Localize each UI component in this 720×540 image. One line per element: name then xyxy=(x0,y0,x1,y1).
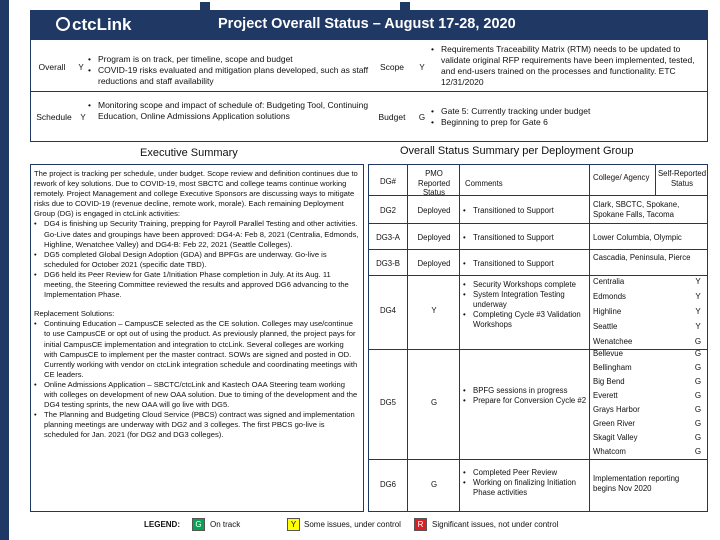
college-name: Implementation reporting begins Nov 2020 xyxy=(593,474,680,493)
list-item: • Prepare for Conversion Cycle #2 xyxy=(463,396,587,406)
budget-bullets xyxy=(431,106,701,128)
self-status: Y xyxy=(695,277,701,286)
list-item: • Completed Peer Review xyxy=(463,468,587,478)
dg-id: DG4 xyxy=(379,306,397,315)
legend-title: LEGEND: xyxy=(144,520,180,529)
list-item: • Gate 5: Currently tracking under budget xyxy=(431,106,701,117)
exec-summary-title: Executive Summary xyxy=(140,147,238,159)
list-item: • DG6 held its Peer Review for Gate 1/Initiation Phase completion in July. At its Aug. 11 meeting, the Steering Committee reviewed the results and approved DG6 advancing to the Implementation Phase. xyxy=(34,270,359,300)
budget-rating: G xyxy=(418,113,426,122)
header-bar xyxy=(30,10,708,40)
scope-bullets xyxy=(431,44,701,88)
legend-yellow-swatch: Y xyxy=(287,518,300,531)
exec-summary-box xyxy=(30,164,364,512)
header-tab xyxy=(400,2,410,10)
legend-red-text: Significant issues, not under control xyxy=(432,520,559,529)
table-row-dg6 xyxy=(369,459,707,511)
schedule-rating: Y xyxy=(80,113,86,122)
list-item: • Transitioned to Support xyxy=(463,259,554,268)
self-status: G xyxy=(694,433,702,442)
self-status: G xyxy=(694,405,702,414)
list-item: • The Planning and Budgeting Cloud Service (PBCS) contract was signed and implementation planning meetings are underway with DG2 and 3 colleges. The first PBCS go-live is scheduled for Jan. 2021 (for DG2 and DG3 colleges). xyxy=(34,410,359,440)
comments xyxy=(463,233,554,242)
college-name: Edmonds xyxy=(593,292,626,301)
list-item: • DG5 completed Global Design Adoption (GDA) and BPFGs are underway. Go-live is scheduled for October 2021 (specific date TBD). xyxy=(34,250,359,270)
ctclink-logo xyxy=(56,15,132,35)
list-item: • Online Admissions Application – SBCTC/ctcLink and Kastech OAA Steering team working with colleges on development of new OAA solution. Due to timing of the development and the DG4 testing sprints, the new OAA will go live with DG5. xyxy=(34,380,359,410)
college-name: Highline xyxy=(593,307,622,316)
header-tab xyxy=(200,2,210,10)
pmo-status: Y xyxy=(431,306,437,315)
list-item: • BPFG sessions in progress xyxy=(463,386,587,396)
list-item: • Transitioned to Support xyxy=(463,233,554,242)
table-row-dg4 xyxy=(369,275,707,349)
pmo-status: G xyxy=(430,398,438,407)
logo-text: ctcLink xyxy=(72,15,132,34)
comments xyxy=(463,259,554,268)
table-row-dg5 xyxy=(369,349,707,459)
self-status: G xyxy=(694,363,702,372)
list-item: • Monitoring scope and impact of schedule of: Budgeting Tool, Continuing Education, Online Admissions Application solutions xyxy=(88,100,372,122)
dg-summary-title: Overall Status Summary per Deployment Group xyxy=(400,145,634,157)
list-item: • Continuing Education – CampusCE selected as the CE solution. Colleges may use/continue to use CampusCE or opt out of using the product. As previously planned, the project pays for initial CampusCE implementation and integration to ctcLink. Several colleges are working with CampusCE to implement per the master contract. SOWs are signed and posted in OD. Currently working with vendor on ctcLink integration schedule and coordinating meetings with CE leaders. xyxy=(34,319,359,380)
college-name: Bellingham xyxy=(593,363,632,372)
self-status: G xyxy=(694,391,702,400)
overall-bullets xyxy=(88,54,372,87)
dg-id: DG6 xyxy=(379,480,397,489)
table-row-dg2 xyxy=(369,195,707,223)
dg-id: DG3-B xyxy=(376,259,400,268)
college-name: Grays Harbor xyxy=(593,405,640,414)
pmo-status: Deployed xyxy=(417,233,451,242)
list-item: • Program is on track, per timeline, scope and budget xyxy=(88,54,372,65)
dg-id: DG3-A xyxy=(376,233,400,242)
col-header-college: College/ Agency xyxy=(593,173,650,182)
legend xyxy=(30,514,708,536)
college-name: Green River xyxy=(593,419,636,428)
college-name: Lower Columbia, Olympic xyxy=(593,233,682,242)
self-status: Y xyxy=(695,322,701,331)
deployment-group-table xyxy=(368,164,708,512)
list-item: • System Integration Testing underway xyxy=(463,290,587,310)
pmo-status: Deployed xyxy=(417,259,451,268)
comments xyxy=(463,206,554,215)
comments xyxy=(463,468,587,498)
page-title: Project Overall Status – August 17-28, 2020 xyxy=(218,16,516,32)
legend-green-swatch: G xyxy=(192,518,205,531)
self-status: Y xyxy=(695,292,701,301)
scope-label: Scope xyxy=(379,62,405,72)
left-accent-bar xyxy=(0,0,9,540)
college-name: Cascadia, Peninsula, Pierce xyxy=(593,253,691,262)
table-row-dg3a xyxy=(369,223,707,249)
list-item: • Requirements Traceability Matrix (RTM) needs to be updated to validate original RFP requirements have been implemented, tested, and end-users trained on the processes and functionality. ETC 12/31/2020 xyxy=(431,44,701,88)
exec-intro: The project is tracking per schedule, under budget. Scope review and definition continues due to rework of key solutions. Due to COVID-19, most SBCTC and college teams continue working remotely. Project Management and college Executive Sponsors are discussing ways to mitigate risks due to COVID-19 (revenue decline, remote work, morale). Each remaining Deployment Group (DG) is engaged in ctcLink activities: xyxy=(34,169,358,219)
college-name: Everett xyxy=(593,391,618,400)
list-item: • DG4 is finishing up Security Training, prepping for Payroll Parallel Testing and other activities. Go-Live dates and groupings have been approved: DG4-A: Feb 8, 2021 (Centralia, Edmonds, Highline, Wenatchee Valley) and DG4-B: Feb 22, 2021 (Seattle Colleges). xyxy=(34,219,359,249)
status-row-overall-scope xyxy=(30,40,708,92)
self-status: Y xyxy=(695,307,701,316)
college-name: Seattle xyxy=(593,322,618,331)
dg-id: DG5 xyxy=(379,398,397,407)
overall-label: Overall xyxy=(38,62,66,72)
list-item: • Beginning to prep for Gate 6 xyxy=(431,117,701,128)
self-status: G xyxy=(694,377,702,386)
list-item: • COVID-19 risks evaluated and mitigation plans developed, such as staff reductions and staff availability xyxy=(88,65,372,87)
college-name: Big Bend xyxy=(593,377,625,386)
list-item: • Working on finalizing Initiation Phase activities xyxy=(463,478,587,498)
legend-green-text: On track xyxy=(210,520,241,529)
college-name: Wenatchee xyxy=(593,337,633,346)
replacement-bullets xyxy=(34,319,359,440)
pmo-status: Deployed xyxy=(417,206,451,215)
college-name: Whatcom xyxy=(593,447,626,456)
replacement-title: Replacement Solutions: xyxy=(34,309,115,319)
status-row-schedule-budget xyxy=(30,92,708,142)
list-item: • Transitioned to Support xyxy=(463,206,554,215)
legend-yellow-text: Some issues, under control xyxy=(304,520,401,529)
scope-rating: Y xyxy=(419,63,425,72)
table-row-dg3b xyxy=(369,249,707,275)
comments xyxy=(463,386,587,406)
exec-dg-bullets xyxy=(34,219,359,300)
col-header-dg: DG# xyxy=(379,177,397,186)
schedule-label: Schedule xyxy=(36,112,72,122)
logo-ring-icon xyxy=(56,17,70,31)
comments xyxy=(463,280,587,330)
college-name: Clark, SBCTC, Spokane, Spokane Falls, Tacoma xyxy=(593,200,680,219)
college-name: Centralia xyxy=(593,277,625,286)
col-header-self: Self-Reported Status xyxy=(657,169,707,188)
overall-rating: Y xyxy=(78,63,84,72)
list-item: • Security Workshops complete xyxy=(463,280,587,290)
pmo-status: G xyxy=(430,480,438,489)
self-status: G xyxy=(694,447,702,456)
college-name: Skagit Valley xyxy=(593,433,638,442)
col-header-pmo: PMO Reported Status xyxy=(417,169,451,197)
college-name: Bellevue xyxy=(593,349,623,358)
schedule-bullets xyxy=(88,100,372,122)
self-status: G xyxy=(694,337,702,346)
dg-id: DG2 xyxy=(379,206,397,215)
self-status: G xyxy=(694,419,702,428)
self-status: G xyxy=(694,349,702,358)
budget-label: Budget xyxy=(378,112,406,122)
col-header-comments: Comments xyxy=(465,179,503,188)
legend-red-swatch: R xyxy=(414,518,427,531)
list-item: • Completing Cycle #3 Validation Workshops xyxy=(463,310,587,330)
